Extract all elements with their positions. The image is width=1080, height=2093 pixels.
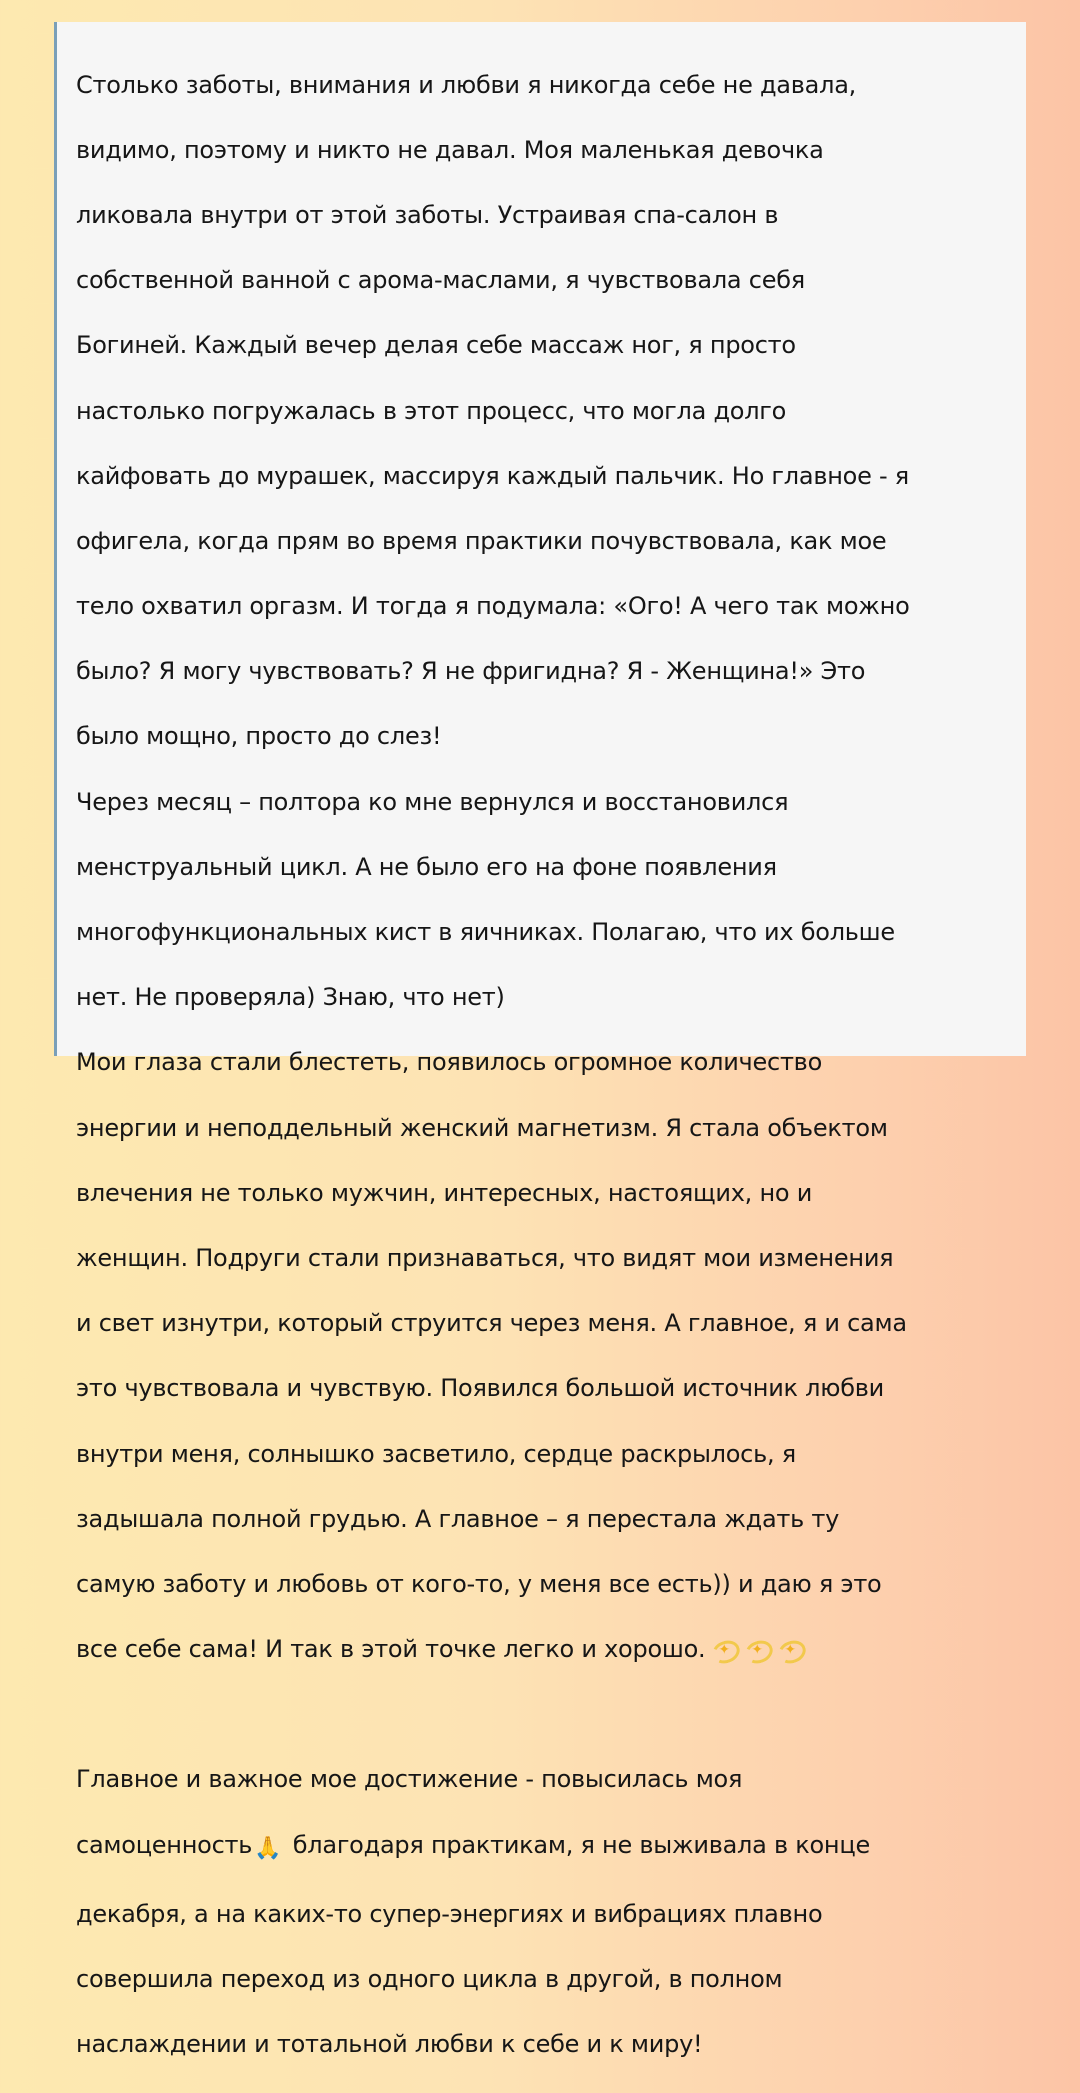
text-line: это чувствовала и чувствую. Появился большой источник любви bbox=[76, 1374, 884, 1403]
text-line: совершила переход из одного цикла в другой, в полном bbox=[76, 1965, 783, 1994]
text-line: тело охватил оргазм. И тогда я подумала: «Ого! А чего так можно bbox=[76, 592, 910, 621]
text-line-with-emoji bbox=[76, 1633, 936, 1666]
text-line: было? Я могу чувствовать? Я не фригидна? Я - Женщина!» Это bbox=[76, 657, 866, 686]
text-line: офигела, когда прям во время практики почувствовала, как мое bbox=[76, 526, 887, 555]
text-line: менструальный цикл. А не было его на фоне появления bbox=[76, 852, 777, 881]
dizzy-icon: ✦ bbox=[741, 1637, 771, 1663]
text-line: энергии и неподдельный женский магнетизм. Я стала объектом bbox=[76, 1113, 888, 1142]
text-line: Через месяц – полтора ко мне вернулся и восстановился bbox=[76, 787, 789, 816]
text-fragment: самоценность bbox=[76, 1830, 253, 1859]
folded-hands-icon: 🙏 bbox=[254, 1835, 282, 1861]
text-line: Мои глаза стали блестеть, появилось огромное количество bbox=[76, 1048, 822, 1077]
text-line: ликовала внутри от этой заботы. Устраивая спа-салон в bbox=[76, 200, 779, 229]
quote-accent-bar bbox=[54, 22, 57, 1056]
text-line-with-emoji bbox=[76, 1829, 936, 1866]
text-line: женщин. Подруги стали признаваться, что видят мои изменения bbox=[76, 1243, 894, 1272]
text-line: Богиней. Каждый вечер делая себе массаж ног, я просто bbox=[76, 331, 796, 360]
text-line: собственной ванной с арома-маслами, я чувствовала себя bbox=[76, 266, 805, 295]
dizzy-icon: ✦ bbox=[774, 1637, 804, 1663]
text-line: декабря, а на каких-то супер-энергиях и вибрациях плавно bbox=[76, 1899, 823, 1928]
text-line: кайфовать до мурашек, массируя каждый пальчик. Но главное - я bbox=[76, 461, 909, 490]
text-line: нет. Не проверяла) Знаю, что нет) bbox=[76, 983, 505, 1012]
text-line: и свет изнутри, который струится через меня. А главное, я и сама bbox=[76, 1309, 907, 1338]
text-line: было мощно, просто до слез! bbox=[76, 722, 442, 751]
text-line: внутри меня, солнышко засветило, сердце раскрылось, я bbox=[76, 1439, 796, 1468]
text-line: задышала полной грудью. А главное – я перестала ждать ту bbox=[76, 1504, 840, 1533]
text-line: влечения не только мужчин, интересных, настоящих, но и bbox=[76, 1178, 813, 1207]
text-line: настолько погружалась в этот процесс, что могла долго bbox=[76, 396, 787, 425]
text-line: самую заботу и любовь от кого-то, у меня все есть)) и даю я это bbox=[76, 1569, 882, 1598]
message-text bbox=[76, 36, 936, 2093]
text-line: Главное и важное мое достижение - повысилась моя bbox=[76, 1765, 743, 1794]
text-fragment: все себе сама! И так в этой точке легко и хорошо. bbox=[76, 1635, 706, 1664]
text-fragment: благодаря практикам, я не выживала в конце bbox=[285, 1830, 870, 1859]
text-line: Столько заботы, внимания и любви я никогда себе не давала, bbox=[76, 70, 857, 99]
dizzy-icon: ✦ bbox=[708, 1637, 738, 1663]
text-line: многофункциональных кист в яичниках. Полагаю, что их больше bbox=[76, 918, 895, 947]
message-card bbox=[54, 22, 1026, 2059]
paragraph-spacer bbox=[76, 1698, 936, 1731]
text-line: видимо, поэтому и никто не давал. Моя маленькая девочка bbox=[76, 135, 824, 164]
text-line: наслаждении и тотальной любви к себе и к миру! bbox=[76, 2030, 703, 2059]
